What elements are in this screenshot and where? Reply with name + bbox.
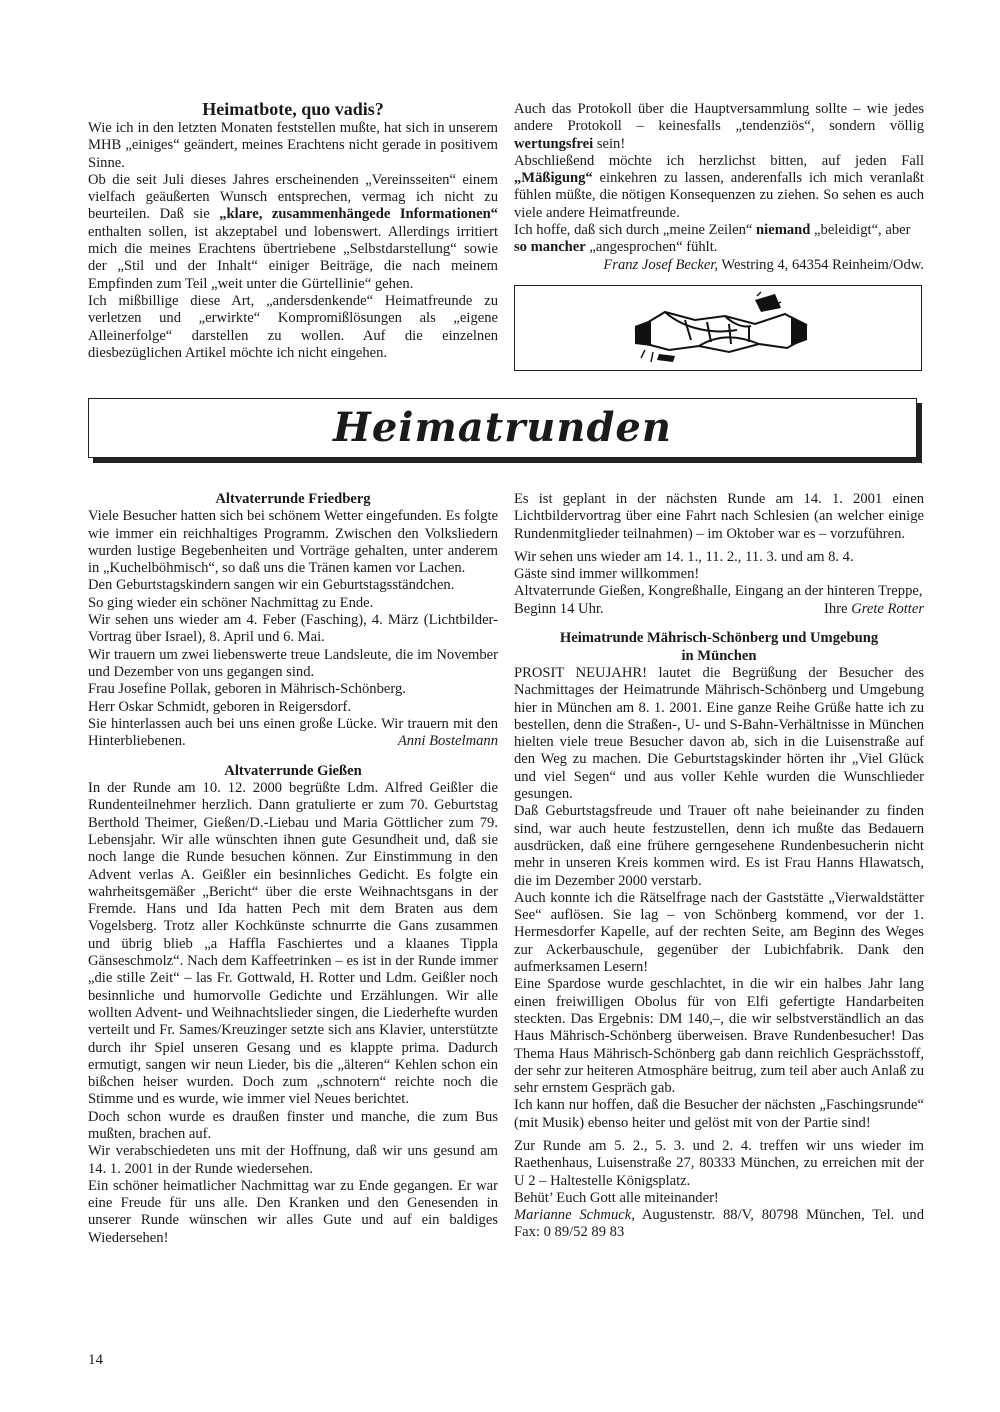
paragraph: Wir sehen uns wieder am 14. 1., 11. 2., 11. 3. und am 8. 4. [514, 548, 854, 565]
bold-text: niemand [756, 222, 811, 239]
paragraph [514, 153, 924, 222]
banner-title: Heimatrunden [333, 404, 672, 451]
paragraph [514, 222, 924, 257]
text-run: Auch das Protokoll über die Hauptversammlung sollte – wie jedes andere Protokoll – keinesfalls „tendenziös“, sondern völlig [514, 101, 924, 135]
spacer [514, 618, 924, 630]
column-left [88, 491, 498, 1247]
title-line: in München [681, 647, 757, 664]
text-run: Ob die seit Juli dieses Jahres erscheinenden „Vereinsseiten“ einem vielfach geäußerten Wunsch entsprechen, vermag ich nicht zu beurteilen. Daß sie [88, 171, 498, 223]
handshake-icon [625, 290, 815, 366]
signature-prefix: Ihre [824, 601, 852, 618]
paragraph: Es ist geplant in der nächsten Runde am 14. 1. 2001 einen Lichtbildervortrag über eine Fahrt nach Schlesien (an welcher einige Rundenmitglieder teilnahmen) – im Oktober war es – vorzuführen. [514, 491, 924, 542]
paragraph: Frau Josefine Pollak, geboren in Mährisch-Schönberg. [88, 681, 406, 698]
section-title-giessen: Altvaterrunde Gießen [224, 762, 362, 779]
paragraph: Wie ich in den letzten Monaten feststellen mußte, hat sich in unserem MHB „einiges“ geändert, meines Erachtens nicht gerade in positivem Sinne. [88, 120, 498, 171]
paragraph: Ich kann nur hoffen, daß die Besucher der nächsten „Faschingsrunde“ (mit Musik) ebenso heiter und gelöst mit von der Partie sind! [514, 1097, 924, 1131]
article-title: Heimatbote, quo vadis? [202, 99, 384, 119]
text-run: Abschließend möchte ich herzlichst bitten, auf jeden Fall [514, 152, 924, 169]
text-run: sein! [593, 135, 626, 152]
bold-text: „Mäßigung“ [514, 170, 593, 187]
paragraph: PROSIT NEUJAHR! lautet die Begrüßung der Besucher des Nachmittages der Heimatrunde Mährisch-Schönberg und Umgebung hier in München am 8. 1. 2001. Eine ganze Reihe Grüße hatte ich zu bestellen, denn die Straßen-, U- und S-Bahn-Verhältnisse in München hielten viele treue Besucher davon ab, sich in die Luisenstraße auf den Weg zu machen. Die Geburtstagskinder hörten ihr „Viel Glück und viel Segen“ und aus voller Kehle wurden die Wunschlieder gesungen. [514, 664, 924, 803]
author-address: Westring 4, 64354 Reinheim/Odw. [718, 256, 924, 273]
paragraph: Wir verabschiedeten uns mit der Hoffnung, daß wir uns gesund am 14. 1. 2001 in der Runde wiedersehen. [88, 1143, 498, 1177]
paragraph: Zur Runde am 5. 2., 5. 3. und 2. 4. treffen wir uns wieder im Raethenhaus, Luisenstraße 27, 80333 München, zu erreichen mit der U 2 – Haltestelle Königsplatz. [514, 1137, 924, 1189]
bold-text: wertungsfrei [514, 135, 594, 152]
signature [514, 257, 924, 274]
column-right [514, 491, 924, 1242]
title-line: Heimatrunde Mährisch-Schönberg und Umgebung [559, 630, 879, 647]
paragraph: Behüt’ Euch Gott alle miteinander! [514, 1189, 719, 1206]
section-title-muenchen [514, 630, 924, 665]
paragraph: Viele Besucher hatten sich bei schönem Wetter eingefunden. Es folgte wie immer ein reichhaltiges Programm. Zwischen den Volksliedern wurden lustige Begebenheiten und Vorträge gehalten, unter anderem in „Kuchelböhmisch“, so daß uns die Tränen kamen vor Lachen. [88, 508, 498, 577]
author-name: Franz Josef Becker, [603, 256, 719, 273]
text-run: Ich hoffe, daß sich durch „meine Zeilen“ [514, 222, 757, 239]
bold-text: „klare, zusammenhängede Informationen“ [219, 206, 498, 223]
text-run: einkehren zu lassen, anderenfalls ich mich veranlaßt fühlen müßte, die nötigen Konsequenzen zu ziehen. So sehen es auch viele andere Heimatfreunde. [514, 170, 924, 221]
paragraph: Herr Oskar Schmidt, geboren in Reigersdorf. [88, 698, 352, 715]
paragraph: Doch schon wurde es draußen finster und manche, die zum Bus mußten, brachen auf. [88, 1108, 498, 1142]
paragraph [514, 101, 924, 153]
handshake-illustration-box [514, 285, 922, 371]
paragraph: Daß Geburtstagsfreude und Trauer oft nahe beieinander zu finden sind, war auch heute festzustellen, denn ich mußte das Bedauern ausdrücken, daß eine frühere gerngesehene Rundenbesucherin nicht mehr in unseren Kreis kommen wird. Es ist Frau Hanns Hlawatsch, die im Dezember 2000 verstarb. [514, 803, 924, 889]
article-heimatbote-right [514, 101, 924, 274]
text-run: enthalten sollen, ist akzeptabel und lobenswert. Allerdings irritiert mich die meines Erachtens übertriebene „Selbstdarstellung“ sowie der „Stil und der Inhalt“ einiger Beiträge, die nach meinem Empfinden zum Teil „weit unter die Gürtellinie“ gehen. [88, 223, 498, 292]
paragraph: Ich mißbillige diese Art, „andersdenkende“ Heimatfreunde zu verletzen und „erwirkte“ Kompromißlösungen als „eigene Alleinerfolge“ darstellen zu wollen. Auf die einzelnen diesbezüglichen Artikel möchte ich nicht eingehen. [88, 292, 498, 361]
paragraph: Auch konnte ich die Rätselfrage nach der Gaststätte „Vierwaldstätter See“ auflösen. Sie lag – von Schönberg kommend, vor der 1. Hermesdorfer Kapelle, auf der rechten Seite, am Beginn des Weges zur Ackerbauschule, gegenüber der Lubichfabrik. Dank den aufmerksamen Lesern! [514, 889, 924, 976]
author-address: Augustenstr. 88/V, 80798 München, Tel. und Fax: 0 89/52 89 83 [514, 1207, 925, 1241]
author-name: Grete Rotter [851, 601, 924, 618]
author-name: Marianne Schmuck, [514, 1207, 635, 1224]
bold-text: so mancher [514, 239, 586, 256]
text-run: „beleidigt“, aber [810, 222, 911, 239]
paragraph: Sie hinterlassen auch bei uns einen große Lücke. Wir trauern mit den Hinterbliebenen. [88, 715, 498, 750]
paragraph: Eine Spardose wurde geschlachtet, in die wir ein halbes Jahr lang einen freiwilligen Obolus für von Elfi gefertigte Handarbeiten steckten. Das Ergebnis: DM 140,–, die wir selbstverständlich an das Haus Mährisch-Schönberg überweisen. Brave Rundenbesucher! Das Thema Haus Mährisch-Schönberg gab dann reichlich Gesprächsstoff, der sehr zur heiteren Atmosphäre beitrug, zum teil aber auch Anlaß zu sehr ernstem Gespräch gab. [514, 976, 924, 1097]
paragraph: Den Geburtstagskindern sangen wir ein Geburtstagsständchen. [88, 577, 455, 594]
paragraph [88, 172, 498, 293]
spacer [88, 751, 498, 763]
paragraph: Wir sehen uns wieder am 4. Feber (Fasching), 4. März (Lichtbilder-Vortrag über Israel), 8. April und 6. Mai. [88, 612, 498, 646]
paragraph: Wir trauern um zwei liebenswerte treue Landsleute, die im November und Dezember von uns gegangen sind. [88, 646, 498, 680]
text-run: „angesprochen“ fühlt. [585, 239, 718, 256]
paragraph: In der Runde am 10. 12. 2000 begrüßte Ldm. Alfred Geißler die Rundenteilnehmer herzlich. Dann gratulierte er zum 70. Geburtstag Berthold Theimer, Gießen/D.-Liebau und Maria Göttlicher zum 79. Lebensjahr. Wir alle wünschten ihnen gute Gesundheit und, daß sie noch lange die Runde besuchen können. Zur Einstimmung in den Advent verlas A. Geißler ein besinnliches Gedicht. Es folgte ein wahrheitsgemäßer „Bericht“ über die erste Weihnachtsgans in der Fremde. Hans und Ida hatten Pech mit dem Braten aus dem Vogelsberg. Trotz aller Kochkünste schnurrte die Gans zusammen und übrig blieb „a Haffla Faschiertes und a klaanes Tippla Gänseschmolz“. Nach dem Kaffeetrinken – es ist in der Runde immer „die stille Zeit“ – las Fr. Gottwald, H. Rotter und Ldm. Geißler noch besinnliche und humorvolle Gedichte und Erzählungen. Wir alle wollten Advent- und Weihnachtslieder singen, die Liederhefte wurden verteilt und Fr. Sames/Kreuzinger setzte sich ans Klavier, unterstützte durch ihr Spiel unseren Gesang und es klappte prima. Dadurch ermutigt, sangen wir neun Lieder, bis die „älteren“ Kehlen schon ein bißchen heiser wurden. Doch zum „schnotern“ reichte noch die Stimme und es wurde, wie immer viel Neues berichtet. [88, 780, 498, 1108]
signature [514, 1207, 924, 1242]
article-heimatbote-left [88, 98, 498, 362]
page-number: 14 [88, 1352, 103, 1368]
paragraph: Ein schöner heimatlicher Nachmittag war zu Ende gegangen. Er war eine Freude für uns alle. Den Kranken und den Genesenden in unserer Runde wünschen wir alles Gute und auf ein baldiges Wiedersehen! [88, 1177, 498, 1246]
section-title-friedberg: Altvaterrunde Friedberg [215, 491, 371, 507]
text-run: Altvaterrunde Gießen, Kongreßhalle, Eingang an der hinteren Treppe, Beginn 14 Uhr. [514, 583, 923, 617]
paragraph: Gäste sind immer willkommen! [514, 566, 700, 583]
paragraph: So ging wieder ein schöner Nachmittag zu Ende. [88, 594, 374, 611]
signature: Anni Bostelmann [397, 733, 498, 750]
section-banner [88, 398, 917, 458]
